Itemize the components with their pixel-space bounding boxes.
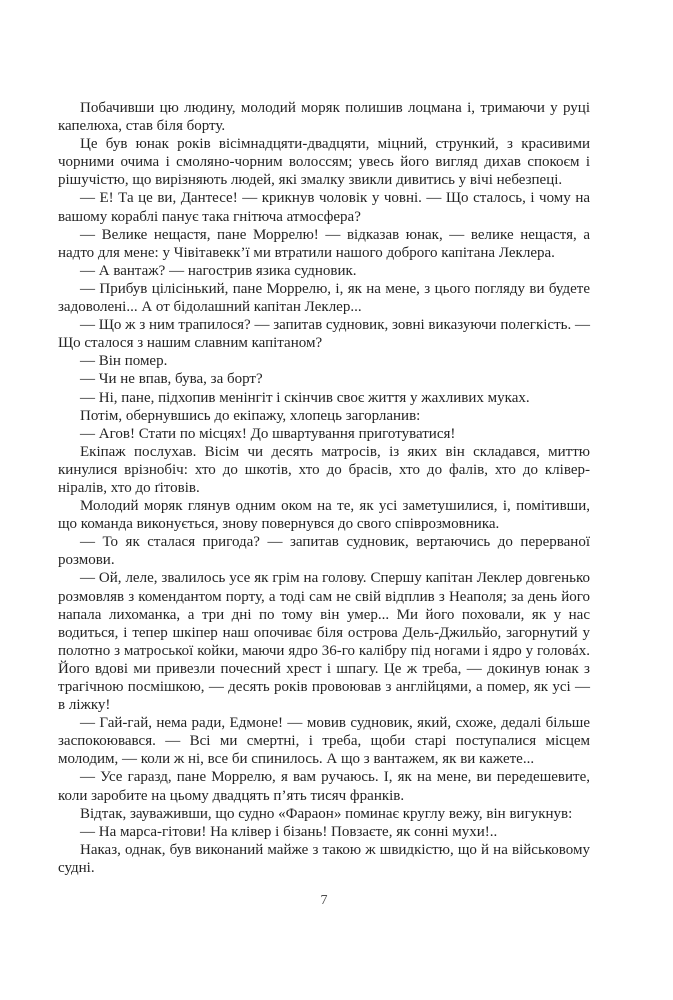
paragraph: — То як сталася пригода? — запитав судновик, вертаючись до перерваної розмови. <box>58 534 590 569</box>
paragraph: — Велике нещастя, пане Моррелю! — відказав юнак, — велике нещастя, а надто для мене: у Чівітавекк’ї ми втратили нашого доброго капітана Леклера. <box>58 226 590 261</box>
paragraph: Відтак, зауваживши, що судно «Фараон» поминає круглу вежу, він вигукнув: <box>80 805 573 822</box>
paragraph: — Прибув цілісінький, пане Моррелю, і, як на мене, з цього погляду ви будете задоволені... А от бідолашний капітан Леклер... <box>58 280 590 316</box>
paragraph: — А вантаж? — нагострив язика судновик. <box>80 262 357 279</box>
paragraph: — Е! Та це ви, Дантесе! — крикнув чоловік у човні. — Що сталось, і чому на вашому кораблі панує така гнітюча атмосфера? <box>58 190 590 225</box>
paragraph: — Ні, пане, підхопив менінгіт і скінчив своє життя у жахливих муках. <box>80 389 530 406</box>
paragraph: — Що ж з ним трапилося? — запитав судновик, зовні виказуючи полегкість. — Що сталося з нашим славним капітаном? <box>58 317 590 352</box>
paragraph: — Агов! Стати по місцях! До швартування приготуватися! <box>80 425 456 442</box>
paragraph: Потім, обернувшись до екіпажу, хлопець загорланив: <box>80 407 421 424</box>
paragraph: Це був юнак років вісімнадцяти-двадцяти, міцний, стрункий, з красивими чорними очима і смоляно-чорним волоссям; увесь його вигляд дихав спокоєм і рішучістю, що вирізняють людей, які змалку звикли дивитись у вічі небезпеці. <box>58 136 590 189</box>
paragraph: Наказ, однак, був виконаний майже з такою ж швидкістю, що й на військовому судні. <box>58 841 590 876</box>
paragraph: Побачивши цю людину, молодий моряк полишив лоцмана і, тримаючи у руці капелюха, став біля борту. <box>58 100 590 135</box>
paragraph: Молодий моряк глянув одним оком на те, як усі заметушилися, і, помітивши, що команда виконується, знову повернувся до свого співрозмовника. <box>58 498 590 533</box>
paragraph: — Гай-гай, нема ради, Едмоне! — мовив судновик, який, схоже, дедалі більше заспокоювався. — Всі ми смертні, і треба, щоби старі поступалися місцем молодим, — коли ж ні, все би спинилось. А що з вантажем, як ви кажете... <box>58 715 590 768</box>
paragraph: — Він помер. <box>80 353 168 370</box>
page-number: 7 <box>320 893 328 908</box>
paragraph: — Усе гаразд, пане Моррелю, я вам ручаюсь. І, як на мене, ви передешевите, коли заробите на цьому двадцять п’ять тисяч франків. <box>58 769 590 804</box>
paragraph: — Чи не впав, бува, за борт? <box>80 371 263 388</box>
text-content <box>58 99 590 877</box>
paragraph: — На марса-гітови! На клівер і бізань! Повзаєте, як сонні мухи!.. <box>80 823 498 840</box>
paragraph: — Ой, леле, звалилось усе як грім на голову. Спершу капітан Леклер довгенько розмовляв з комендантом порту, а тоді сам не свій відплив з Неаполя; за день його напала лихоманка, а три дні по тому він умер... Ми його поховали, як у нас водиться, і тепер шкіпер наш опочиває біля острова Дель-Джильйо, загорнутий у полотно з матроської койки, маючи ядро 36-го калібру під ногами і ядро у головáх. Його вдові ми привезли почесний хрест і шпагу. Це ж треба, — докинув юнак з трагічною посмішкою, — десять років провоював з англійцями, а помер, як усі — в ліжку! <box>58 570 590 714</box>
paragraph: Екіпаж послухав. Вісім чи десять матросів, із яких він складався, миттю кинулися врізнобіч: хто до шкотів, хто до брасів, хто до фалів, хто до клівер-ніралів, хто до ґітовів. <box>58 443 590 496</box>
